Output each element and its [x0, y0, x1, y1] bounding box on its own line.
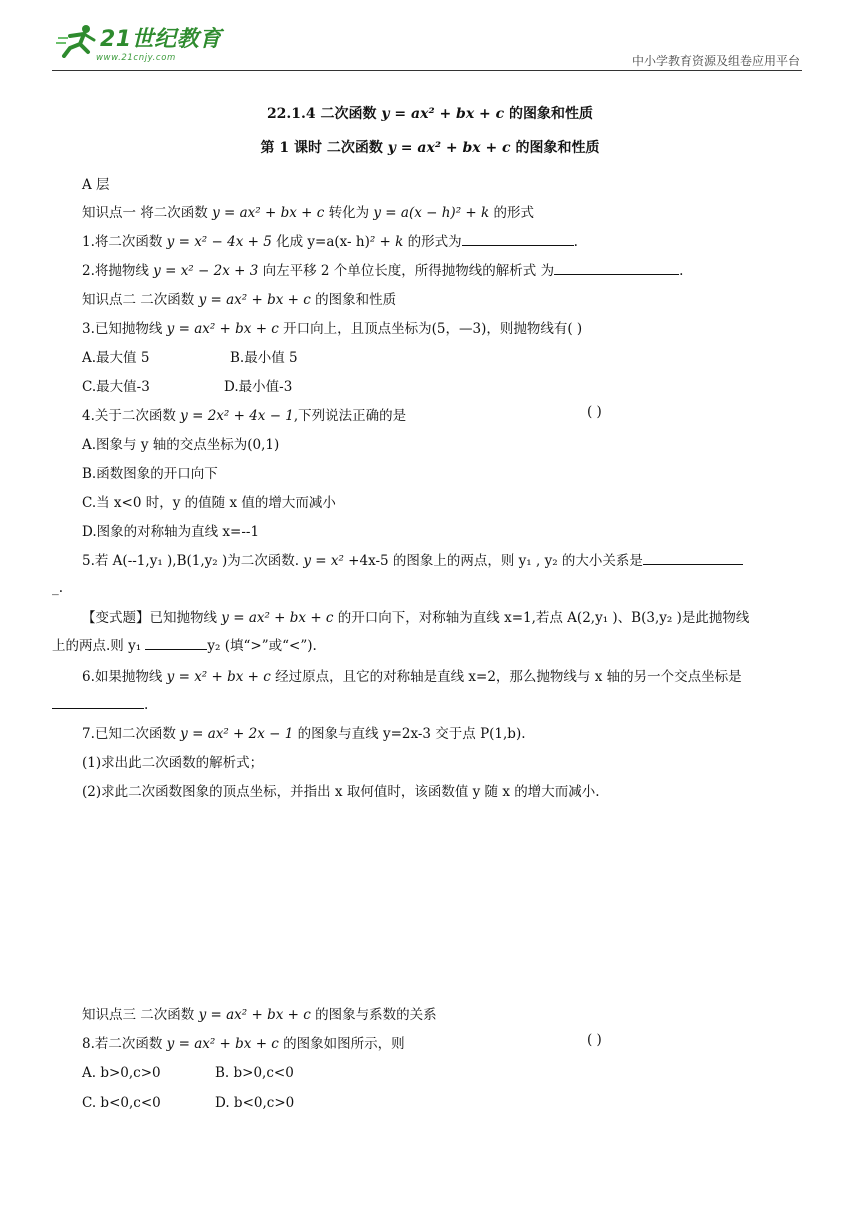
q7-text: 7.已知二次函数	[82, 726, 181, 742]
title-formula: y = ax² + bx + c	[381, 106, 505, 122]
q2-end: .	[679, 263, 684, 279]
kp1-text-c: 的形式	[489, 205, 534, 221]
q3-option-d[interactable]: D.最小值-3	[224, 379, 293, 395]
runner-logo-icon	[56, 24, 100, 58]
answer-blank[interactable]	[643, 552, 743, 565]
q3-text: 3.已知抛物线	[82, 321, 167, 337]
q2-text: 2.将抛物线	[82, 263, 154, 279]
q7-formula: y = ax² + 2x − 1	[180, 726, 294, 742]
question-5	[82, 549, 743, 569]
subtitle-formula: y = ax² + bx + c	[387, 140, 511, 156]
kp3-formula: y = ax² + bx + c	[198, 1007, 311, 1023]
question-2	[82, 259, 683, 279]
q7-part-1: (1)求出此二次函数的解析式；	[82, 755, 264, 771]
q5-text-b: +4x-5 的图象上的两点，则 y₁ , y₂ 的大小关系是	[343, 553, 643, 569]
brand-url: www.21cnjy.com	[96, 53, 176, 63]
q5-end: _.	[52, 580, 64, 596]
page-title	[0, 103, 860, 123]
q1-text: 1.将二次函数	[82, 234, 167, 250]
var-text-b: 的开口向下，对称轴为直线 x=1,若点 A(2,y₁ )、B(3,y₂ )是此抛物线	[333, 610, 750, 626]
answer-blank[interactable]	[462, 233, 574, 246]
q8-option-c[interactable]: C. b<0,c<0	[82, 1095, 161, 1111]
q6-formula: y = x² + bx + c	[166, 669, 271, 685]
subtitle-suffix: 的图象和性质	[510, 140, 600, 156]
var-text-c: 上的两点.则 y₁	[52, 638, 146, 654]
q4-option-b[interactable]: B.函数图象的开口向下	[82, 466, 218, 482]
q1-formula-b: ² + k	[369, 234, 404, 250]
question-8	[82, 1032, 405, 1052]
header-tagline: 中小学教育资源及组卷应用平台	[631, 54, 800, 68]
q2-formula: y = x² − 2x + 3	[153, 263, 259, 279]
title-suffix: 的图象和性质	[504, 106, 594, 122]
q7-text-b: 的图象与直线 y=2x-3 交于点 P(1,b).	[293, 726, 526, 742]
q8-formula: y = ax² + bx + c	[166, 1036, 279, 1052]
question-7	[82, 722, 526, 742]
q5-formula: y = x²	[303, 553, 344, 569]
knowledge-point-1	[82, 201, 534, 221]
brand-name: 21世纪教育	[100, 27, 222, 52]
q3-formula: y = ax² + bx + c	[166, 321, 279, 337]
q3-option-a[interactable]: A.最大值 5	[82, 350, 150, 366]
answer-blank[interactable]	[554, 262, 679, 275]
q4-text: 4.关于二次函数	[82, 408, 181, 424]
q8-option-a[interactable]: A. b>0,c>0	[82, 1065, 161, 1081]
answer-blank[interactable]	[52, 696, 144, 709]
question-3	[82, 317, 582, 337]
kp2-text-b: 的图象和性质	[310, 292, 397, 308]
q3-option-b[interactable]: B.最小值 5	[230, 350, 298, 366]
q8-answer-paren[interactable]: ( )	[587, 1032, 602, 1048]
q6-text-b: 经过原点，且它的对称轴是直线 x=2，那么抛物线与 x 轴的另一个交点坐标是	[270, 669, 742, 685]
kp2-formula: y = ax² + bx + c	[198, 292, 311, 308]
question-4	[82, 404, 406, 424]
q1-end: .	[573, 234, 578, 250]
knowledge-point-2	[82, 288, 396, 308]
question-1	[82, 230, 578, 250]
q8-text: 8.若二次函数	[82, 1036, 167, 1052]
kp1-formula-2: y = a(x − h)² + k	[373, 205, 490, 221]
q8-option-d[interactable]: D. b<0,c>0	[215, 1095, 295, 1111]
q4-option-d[interactable]: D.图象的对称轴为直线 x=--1	[82, 524, 260, 540]
kp2-text: 知识点二 二次函数	[82, 292, 199, 308]
knowledge-point-3	[82, 1003, 437, 1023]
q6-answer-line	[52, 696, 148, 713]
q1-text-d: 的形式为	[403, 234, 462, 250]
var-formula: y = ax² + bx + c	[221, 610, 334, 626]
kp1-text-b: 转化为	[324, 205, 374, 221]
kp1-formula: y = ax² + bx + c	[212, 205, 325, 221]
level-label: A 层	[82, 177, 110, 193]
kp1-text: 知识点一 将二次函数	[82, 205, 213, 221]
q6-end: .	[144, 697, 149, 713]
q4-text-b: ,下列说法正确的是	[293, 408, 407, 424]
var-text-d: y₂ (填“>”或“<”).	[207, 638, 317, 654]
title-text: 22.1.4 二次函数	[266, 106, 382, 122]
subtitle-text: 第 1 课时 二次函数	[260, 140, 388, 156]
q4-answer-paren[interactable]: ( )	[587, 404, 602, 420]
q4-option-c[interactable]: C.当 x<0 时，y 的值随 x 值的增大而减小	[82, 495, 336, 511]
question-6	[82, 665, 742, 685]
kp3-text: 知识点三 二次函数	[82, 1007, 199, 1023]
page-subtitle	[0, 137, 860, 157]
logo	[56, 22, 256, 66]
var-text: 【变式题】已知抛物线	[82, 610, 222, 626]
q3-text-b: 开口向上，且顶点坐标为(5，—3)，则抛物线有( )	[278, 321, 583, 337]
kp3-text-b: 的图象与系数的关系	[310, 1007, 437, 1023]
variant-question	[82, 606, 749, 626]
q1-formula: y = x² − 4x + 5	[166, 234, 272, 250]
q8-text-b: 的图象如图所示，则	[278, 1036, 405, 1052]
q1-text-b: 化成 y=a(x- h)	[271, 234, 370, 250]
q3-option-c[interactable]: C.最大值-3	[82, 379, 150, 395]
page-header	[52, 18, 802, 71]
q8-option-b[interactable]: B. b>0,c<0	[215, 1065, 294, 1081]
q7-part-2: (2)求此二次函数图象的顶点坐标，并指出 x 取何值时，该函数值 y 随 x 的增大而减小.	[82, 784, 600, 800]
q5-text: 5.若 A(--1,y₁ ),B(1,y₂ )为二次函数.	[82, 553, 304, 569]
q4-formula: y = 2x² + 4x − 1	[180, 408, 294, 424]
q4-option-a[interactable]: A.图象与 y 轴的交点坐标为(0,1)	[82, 437, 280, 453]
q2-text-b: 向左平移 2 个单位长度，所得抛物线的解析式 为	[258, 263, 555, 279]
q6-text: 6.如果抛物线	[82, 669, 167, 685]
answer-blank[interactable]	[145, 637, 207, 650]
variant-question-cont	[52, 634, 317, 654]
